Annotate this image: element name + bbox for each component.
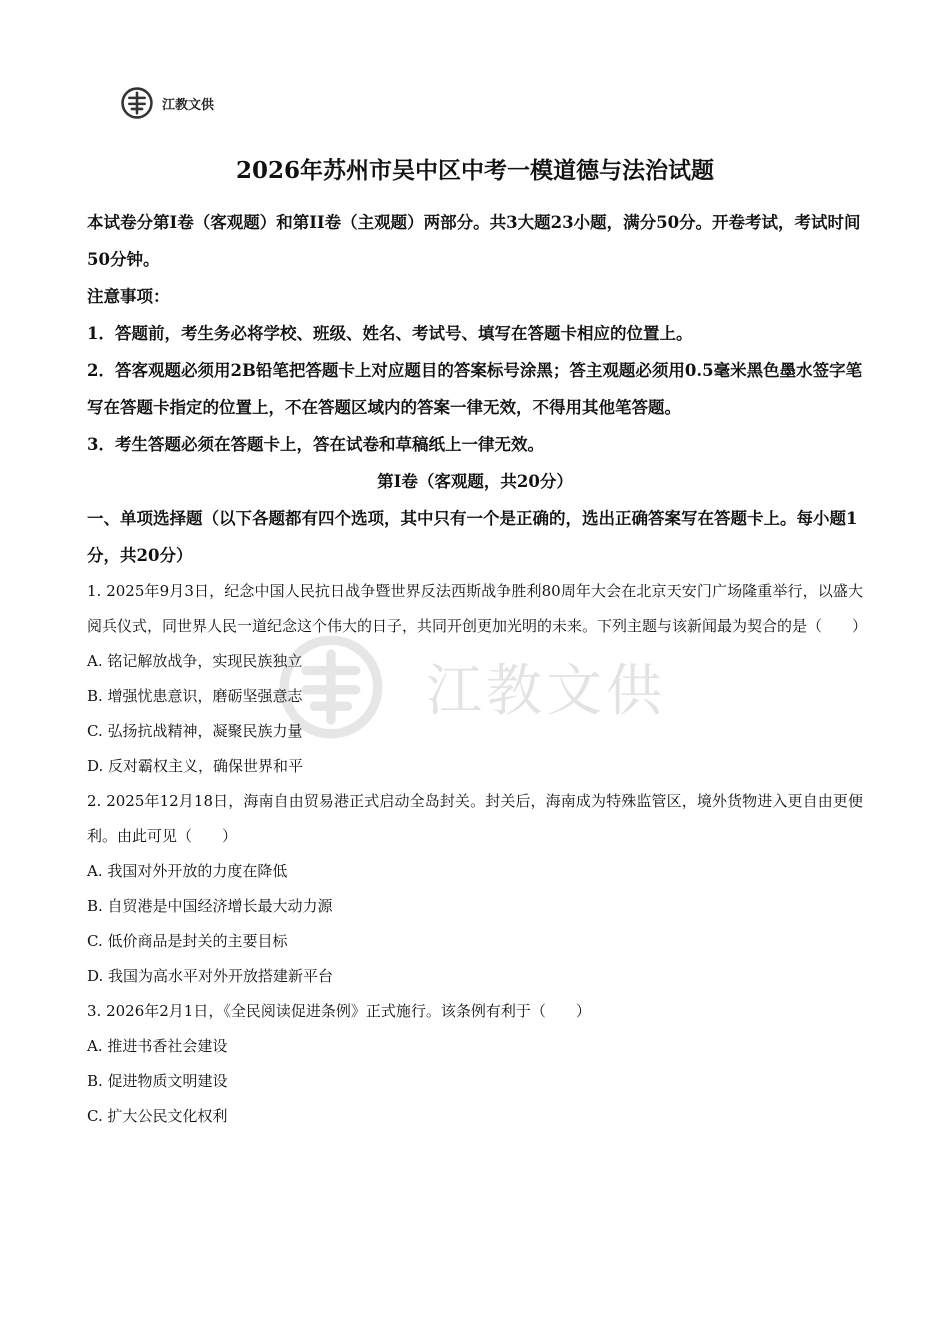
option-c: C. 扩大公民文化权利	[87, 1107, 228, 1125]
question-stem: 2. 2025年12月18日，海南自由贸易港正式启动全岛封关。封关后，海南成为特殊监管区，境外货物进入更自由更便利。由此可见（ ）	[87, 792, 863, 845]
question-stem: 1. 2025年9月3日，纪念中国人民抗日战争暨世界反法西斯战争胜利80周年大会在北京天安门广场隆重举行，以盛大阅兵仪式，同世界人民一道纪念这个伟大的日子，共同开创更加光明的未来。下列主题与该新闻最为契合的是（ ）	[87, 582, 868, 635]
question-stem: 3. 2026年2月1日，《全民阅读促进条例》正式施行。该条例有利于（ ）	[87, 1002, 591, 1020]
option-c: C. 弘扬抗战精神，凝聚民族力量	[87, 722, 303, 740]
option-a: A. 铭记解放战争，实现民族独立	[87, 652, 303, 670]
note-item: 1．答题前，考生务必将学校、班级、姓名、考试号、填写在答题卡相应的位置上。	[87, 324, 693, 343]
note-item: 2．答客观题必须用2B铅笔把答题卡上对应题目的答案标号涂黑；答主观题必须用0.5毫米黑色墨水签字笔写在答题卡指定的位置上，不在答题区域内的答案一律无效，不得用其他笔答题。	[87, 361, 863, 417]
option-b: B. 自贸港是中国经济增长最大动力源	[87, 897, 333, 915]
notes-heading: 注意事项：	[87, 287, 170, 306]
watermark-text: 江教文供	[426, 659, 666, 724]
intro-text: 本试卷分第Ⅰ卷（客观题）和第II卷（主观题）两部分。共3大题23小题，满分50分。开卷考试，考试时间50分钟。	[87, 213, 861, 269]
logo-text: 江教文供	[162, 97, 215, 113]
question-2	[87, 784, 863, 994]
exam-content	[87, 204, 868, 1134]
option-b: B. 增强忧患意识，磨砺坚强意志	[87, 687, 303, 705]
option-b: B. 促进物质文明建设	[87, 1072, 228, 1090]
option-c: C. 低价商品是封关的主要目标	[87, 932, 288, 950]
section-title: 第Ⅰ卷（客观题，共20分）	[377, 472, 573, 491]
option-a: A. 推进书香社会建设	[87, 1037, 228, 1055]
part-heading: 一、单项选择题（以下各题都有四个选项，其中只有一个是正确的，选出正确答案写在答题卡上。每小题1分，共20分）	[87, 509, 858, 565]
publisher-logo	[120, 86, 214, 120]
page-title: 2026年苏州市吴中区中考一模道德与法治试题	[235, 157, 714, 184]
option-d: D. 反对霸权主义，确保世界和平	[87, 757, 304, 775]
question-3	[87, 994, 863, 1134]
book-seal-icon	[120, 86, 154, 120]
option-a: A. 我国对外开放的力度在降低	[87, 862, 288, 880]
option-d: D. 我国为高水平对外开放搭建新平台	[87, 967, 334, 985]
note-item: 3．考生答题必须在答题卡上，答在试卷和草稿纸上一律无效。	[87, 435, 544, 454]
question-1	[87, 574, 868, 784]
